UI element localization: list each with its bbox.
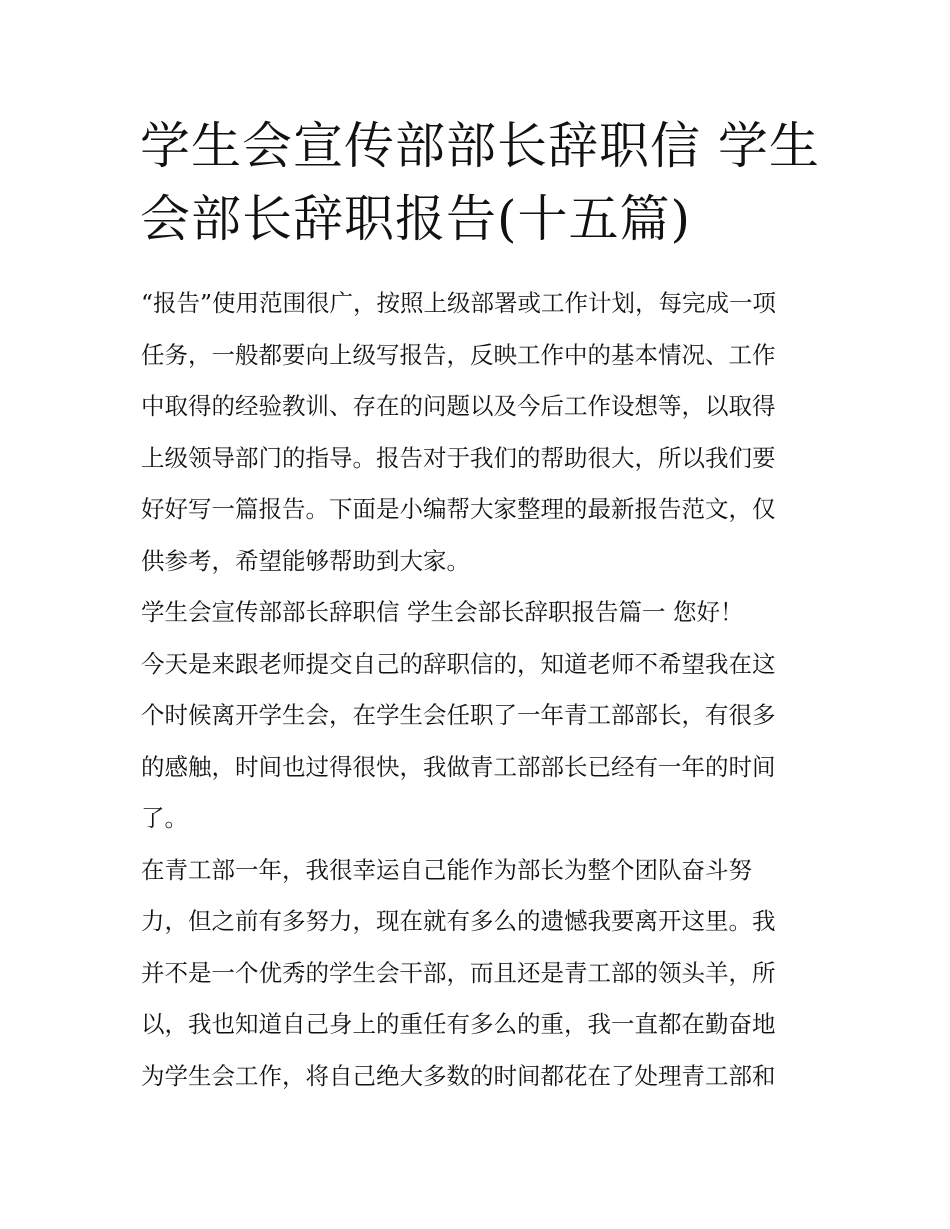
- text-line: 今天是来跟老师提交自己的辞职信的，知道老师不希望我在这: [141, 649, 776, 678]
- intro-paragraph: [141, 278, 813, 587]
- text-line: 在青工部一年，我很幸运自己能作为部长为整个团队奋斗努: [141, 855, 752, 884]
- text-line: “报告”使用范围很广，按照上级部署或工作计划，每完成一项: [141, 289, 777, 317]
- section-heading-paragraph: [141, 587, 813, 639]
- text-line: 为学生会工作，将自己绝大多数的时间都花在了处理青工部和: [141, 1061, 776, 1090]
- text-line: 中取得的经验教训、存在的问题以及今后工作设想等，以取得: [141, 392, 776, 420]
- text-line: 个时候离开学生会，在学生会任职了一年青工部部长，有很多: [141, 701, 776, 729]
- letter-paragraph: [141, 639, 813, 845]
- document-body: [141, 278, 813, 1102]
- title-line: 学生会宣传部部长辞职信 学生: [140, 117, 820, 175]
- text-line: 供参考，希望能够帮助到大家。: [141, 546, 470, 575]
- title-line: 会部长辞职报告(十五篇): [140, 190, 692, 248]
- text-line: 学生会宣传部部长辞职信 学生会部长辞职报告篇一 您好！: [141, 598, 744, 626]
- text-line: 任务，一般都要向上级写报告，反映工作中的基本情况、工作: [141, 340, 776, 369]
- text-line: 的感触，时间也过得很快，我做青工部部长已经有一年的时间: [141, 752, 776, 781]
- text-line: 上级领导部门的指导。报告对于我们的帮助很大，所以我们要: [141, 443, 776, 472]
- text-line: 并不是一个优秀的学生会干部，而且还是青工部的领头羊，所: [141, 958, 776, 987]
- letter-paragraph: [141, 845, 813, 1103]
- text-line: 了。: [141, 804, 188, 832]
- document-title: [140, 110, 820, 256]
- text-line: 力，但之前有多努力，现在就有多么的遗憾我要离开这里。我: [141, 907, 776, 935]
- text-line: 好好写一篇报告。下面是小编帮大家整理的最新报告范文，仅: [141, 495, 776, 523]
- text-line: 以，我也知道自己身上的重任有多么的重，我一直都在勤奋地: [141, 1010, 776, 1038]
